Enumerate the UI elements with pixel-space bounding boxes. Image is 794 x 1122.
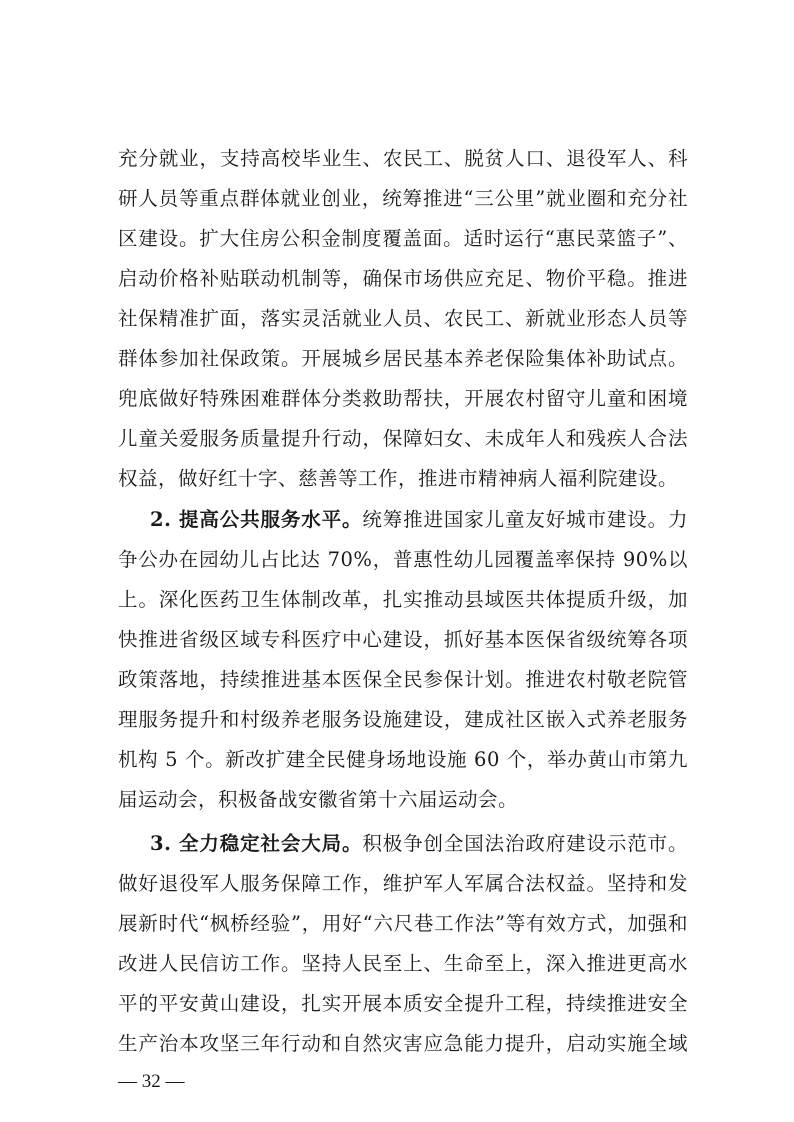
text-line: 兜底做好特殊困难群体分类救助帮扶，开展农村留守儿童和困境 — [118, 387, 688, 410]
text-line: 儿童关爱服务质量提升行动，保障妇女、未成年人和残疾人合法 — [118, 427, 688, 450]
text-line: 充分就业，支持高校毕业生、农民工、脱贫人口、退役军人、科 — [118, 147, 688, 170]
text-line: 展新时代“枫桥经验”，用好“六尺巷工作法”等有效方式，加强和 — [118, 912, 688, 935]
text-line: 做好退役军人服务保障工作，维护军人军属合法权益。坚持和发 — [118, 872, 688, 895]
text-line: 争公办在园幼儿占比达 70%，普惠性幼儿园覆盖率保持 90%以 — [118, 548, 688, 571]
page-number: — 32 — — [118, 1071, 185, 1092]
text-line: 理服务提升和村级养老服务设施建设，建成社区嵌入式养老服务 — [118, 708, 688, 731]
text-line: 届运动会，积极备战安徽省第十六届运动会。 — [118, 788, 519, 811]
section-heading: 2. 提高公共服务水平。 — [150, 508, 363, 531]
text-line: 启动价格补贴联动机制等，确保市场供应充足、物价平稳。推进 — [118, 267, 688, 290]
text-line: 区建设。扩大住房公积金制度覆盖面。适时运行“惠民菜篮子”、 — [118, 227, 688, 250]
text-line: 改进人民信访工作。坚持人民至上、生命至上，深入推进更高水 — [118, 952, 688, 975]
text-line: 生产治本攻坚三年行动和自然灾害应急能力提升，启动实施全域 — [118, 1032, 688, 1055]
text-line: 机构 5 个。新改扩建全民健身场地设施 60 个，举办黄山市第九 — [118, 748, 688, 771]
text-line: 上。深化医药卫生体制改革，扎实推动县域医共体提质升级，加 — [118, 588, 688, 611]
heading-followup-text: 积极争创全国法治政府建设示范市。 — [362, 832, 688, 855]
paragraph-first-line — [150, 500, 688, 540]
text-line: 权益，做好红十字、慈善等工作，推进市精神病人福利院建设。 — [118, 467, 679, 490]
text-line: 平的平安黄山建设，扎实开展本质安全提升工程，持续推进安全 — [118, 992, 688, 1015]
section-heading: 3. 全力稳定社会大局。 — [150, 832, 363, 855]
text-line: 社保精准扩面，落实灵活就业人员、农民工、新就业形态人员等 — [118, 307, 688, 330]
heading-followup-text: 统筹推进国家儿童友好城市建设。力 — [362, 508, 688, 531]
paragraph-first-line — [150, 824, 688, 864]
text-line: 政策落地，持续推进基本医保全民参保计划。推进农村敬老院管 — [118, 668, 688, 691]
text-line: 研人员等重点群体就业创业，统筹推进“三公里”就业圈和充分社 — [118, 187, 688, 210]
text-line: 快推进省级区域专科医疗中心建设，抓好基本医保省级统筹各项 — [118, 628, 688, 651]
text-line: 群体参加社保政策。开展城乡居民基本养老保险集体补助试点。 — [118, 347, 688, 370]
